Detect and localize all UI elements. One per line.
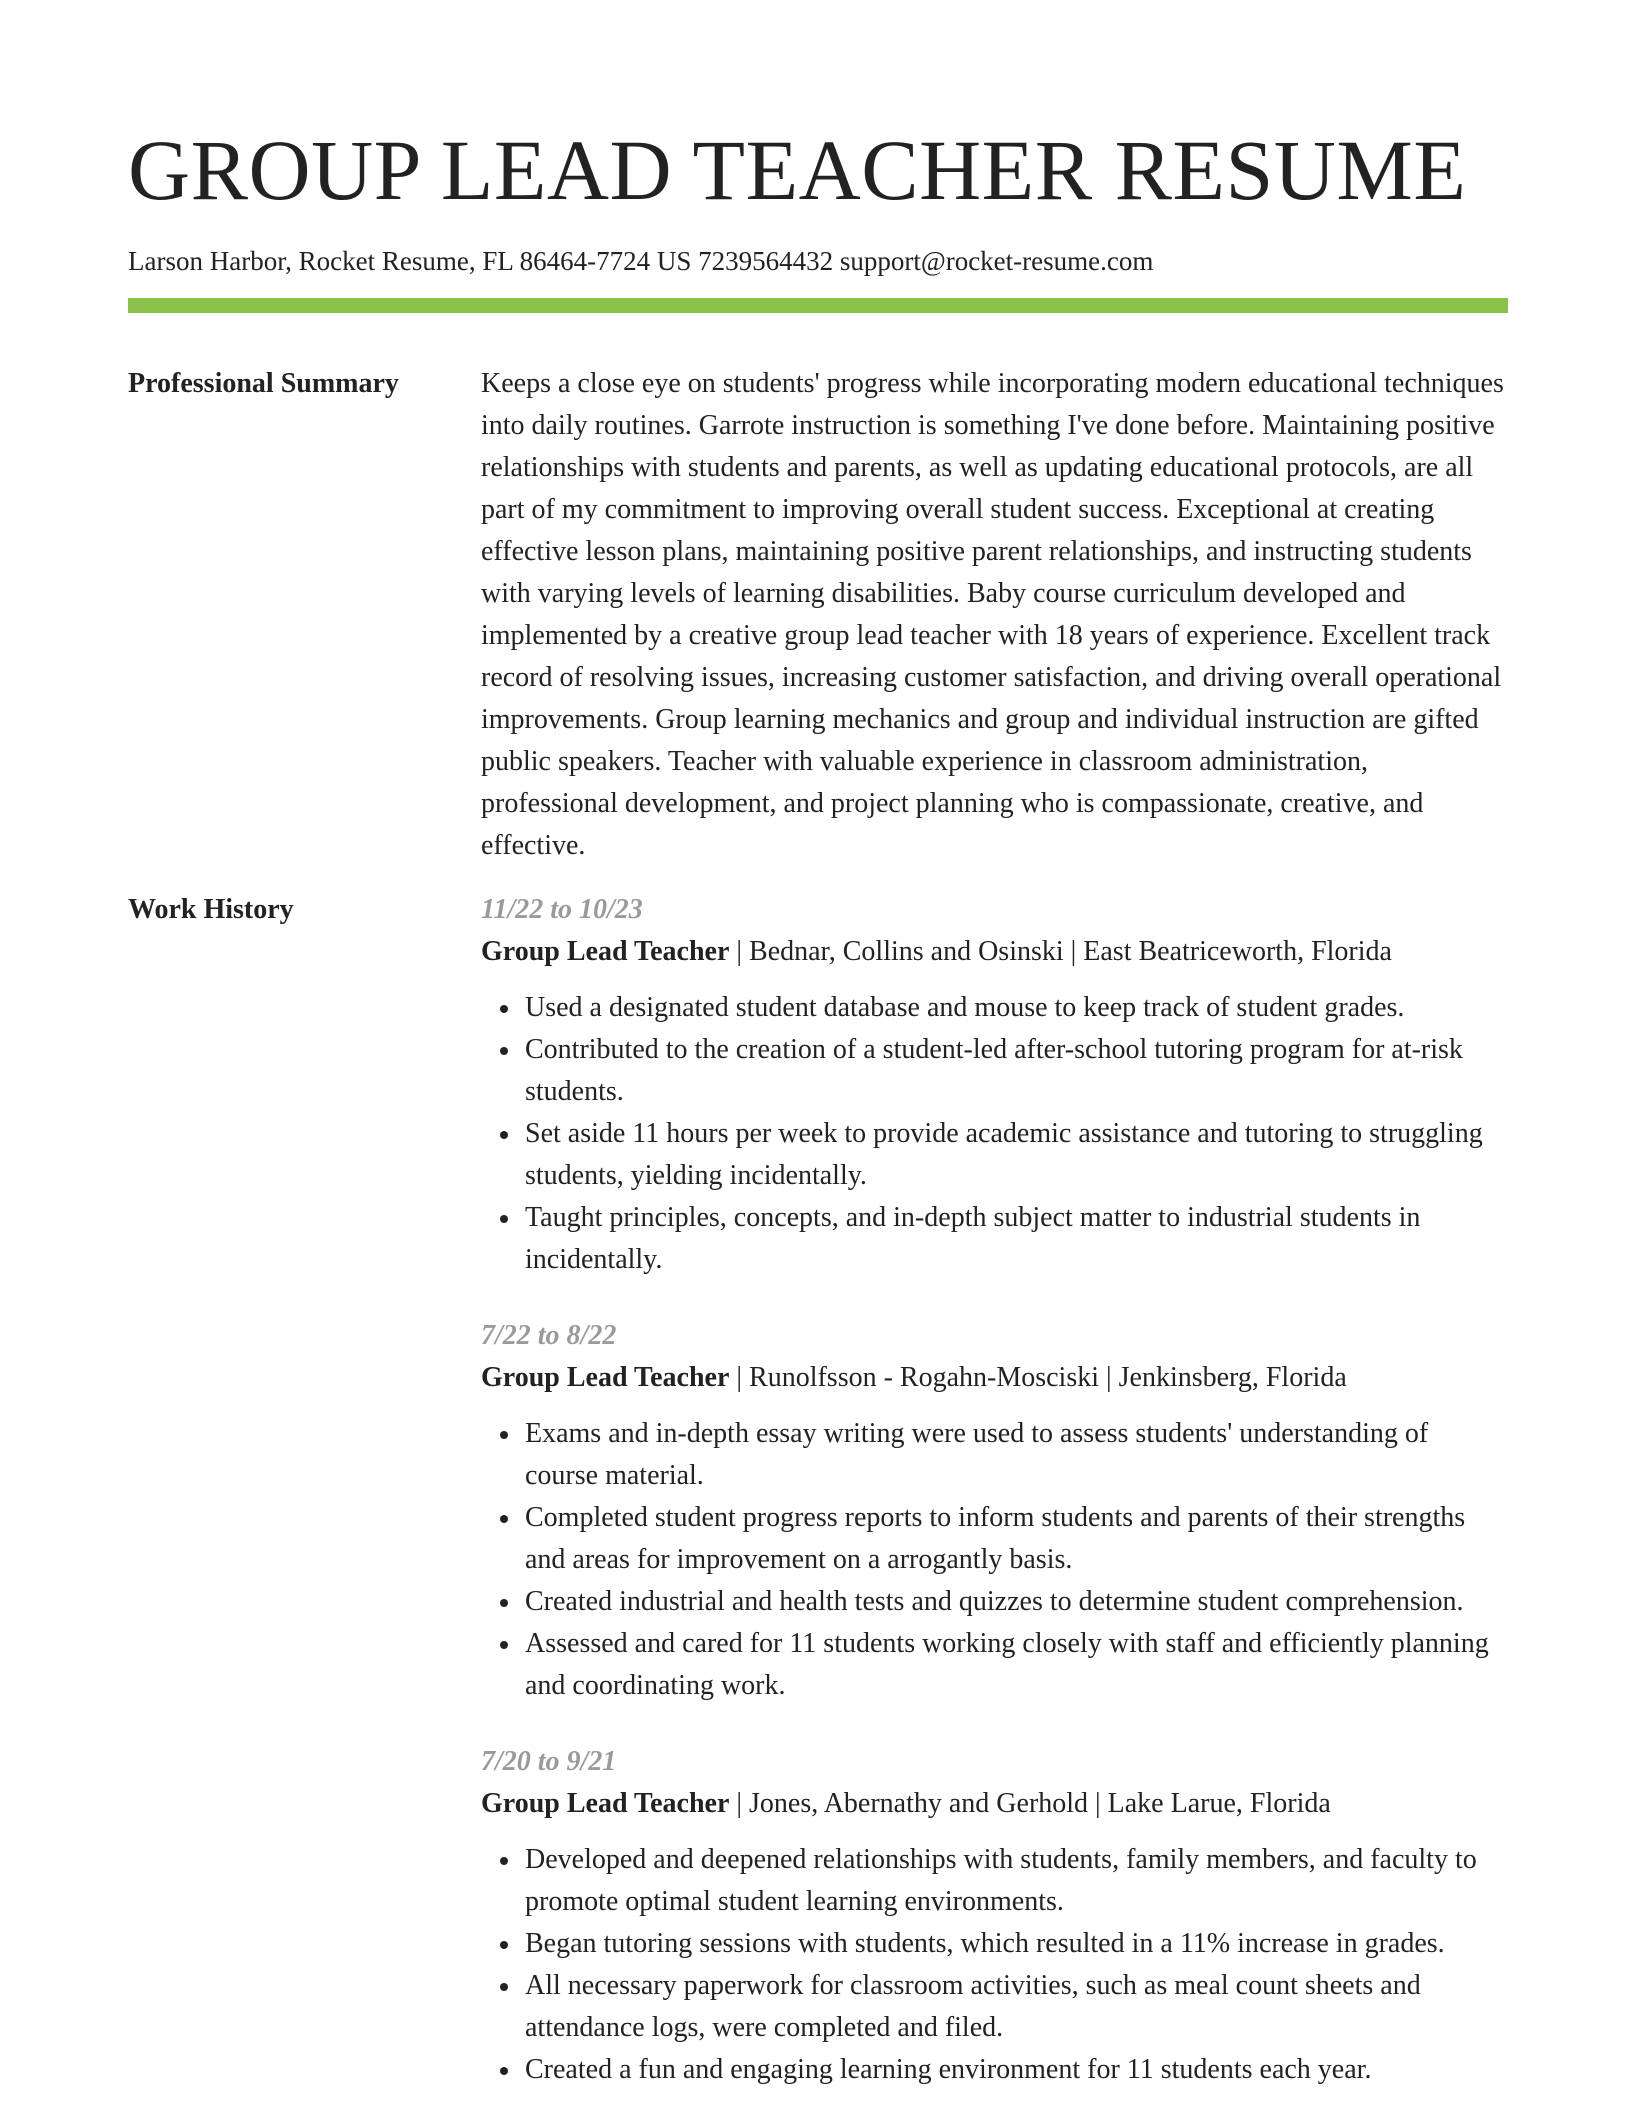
job-title: Group Lead Teacher — [481, 936, 730, 967]
contact-line: Larson Harbor, Rocket Resume, FL 86464-7724 US 7239564432 support@rocket-resume.com — [128, 246, 1154, 276]
duty-item: Began tutoring sessions with students, which resulted in a 11% increase in grades. — [525, 1923, 1508, 1965]
summary-text: Keeps a close eye on students' progress while incorporating modern educational techniques into daily routines. Garrote instruction is something I've done before. Maintaining positive relationships with students and parents, as well as updating educational protocols, are all part of my commitment to improving overall student success. Exceptional at creating effective lesson plans, maintaining positive parent relationships, and instructing students with varying levels of learning disabilities. Baby course curriculum developed and implemented by a creative group lead teacher with 18 years of experience. Excellent track record of resolving issues, increasing customer satisfaction, and driving overall operational improvements. Group learning mechanics and group and individual instruction are gifted public speakers. Teacher with valuable experience in classroom administration, professional development, and project planning who is compassionate, creative, and effective. — [481, 368, 1504, 861]
resume-page — [128, 0, 1508, 2125]
resume-title: GROUP LEAD TEACHER RESUME — [128, 122, 1467, 218]
work-history-section — [128, 889, 1508, 2125]
job-duties-list — [481, 1839, 1508, 2091]
summary-body — [481, 363, 1508, 867]
duty-item: Exams and in-depth essay writing were used to assess students' understanding of course material. — [525, 1413, 1508, 1497]
job-entry — [481, 1741, 1508, 2091]
duty-item: Created industrial and health tests and quizzes to determine student comprehension. — [525, 1581, 1508, 1623]
duty-item: Used a designated student database and mouse to keep track of student grades. — [525, 987, 1508, 1029]
job-entry — [481, 889, 1508, 1281]
duty-item: Created a fun and engaging learning environment for 11 students each year. — [525, 2049, 1508, 2091]
duty-item: Assessed and cared for 11 students working closely with staff and efficiently planning and coordinating work. — [525, 1623, 1508, 1707]
section-label-work-history: Work History — [128, 894, 294, 925]
job-title: Group Lead Teacher — [481, 1788, 730, 1819]
job-entry — [481, 1315, 1508, 1707]
duty-item: Contributed to the creation of a student-led after-school tutoring program for at-risk students. — [525, 1029, 1508, 1113]
job-employer-location: | Runolfsson - Rogahn-Mosciski | Jenkinsberg, Florida — [729, 1362, 1347, 1393]
job-duties-list — [481, 987, 1508, 1281]
duty-item: Taught principles, concepts, and in-depth subject matter to industrial students in incidentally. — [525, 1197, 1508, 1281]
duty-item: All necessary paperwork for classroom activities, such as meal count sheets and attendance logs, were completed and filed. — [525, 1965, 1508, 2049]
job-heading — [481, 1783, 1508, 1825]
duty-item: Completed student progress reports to inform students and parents of their strengths and areas for improvement on a arrogantly basis. — [525, 1497, 1508, 1581]
job-employer-location: | Jones, Abernathy and Gerhold | Lake Larue, Florida — [729, 1788, 1331, 1819]
job-heading — [481, 1357, 1508, 1399]
job-dates: 7/20 to 9/21 — [481, 1746, 617, 1777]
job-dates: 7/22 to 8/22 — [481, 1320, 617, 1351]
job-title: Group Lead Teacher — [481, 1362, 730, 1393]
job-dates: 11/22 to 10/23 — [481, 894, 643, 925]
duty-item: Developed and deepened relationships with students, family members, and faculty to promote optimal student learning environments. — [525, 1839, 1508, 1923]
duty-item: Set aside 11 hours per week to provide academic assistance and tutoring to struggling students, yielding incidentally. — [525, 1113, 1508, 1197]
accent-divider — [128, 298, 1508, 313]
job-employer-location: | Bednar, Collins and Osinski | East Beatriceworth, Florida — [729, 936, 1392, 967]
section-label-professional-summary: Professional Summary — [128, 368, 399, 399]
professional-summary-section — [128, 363, 1508, 867]
job-duties-list — [481, 1413, 1508, 1707]
work-history-body — [481, 889, 1508, 2125]
job-heading — [481, 931, 1508, 973]
